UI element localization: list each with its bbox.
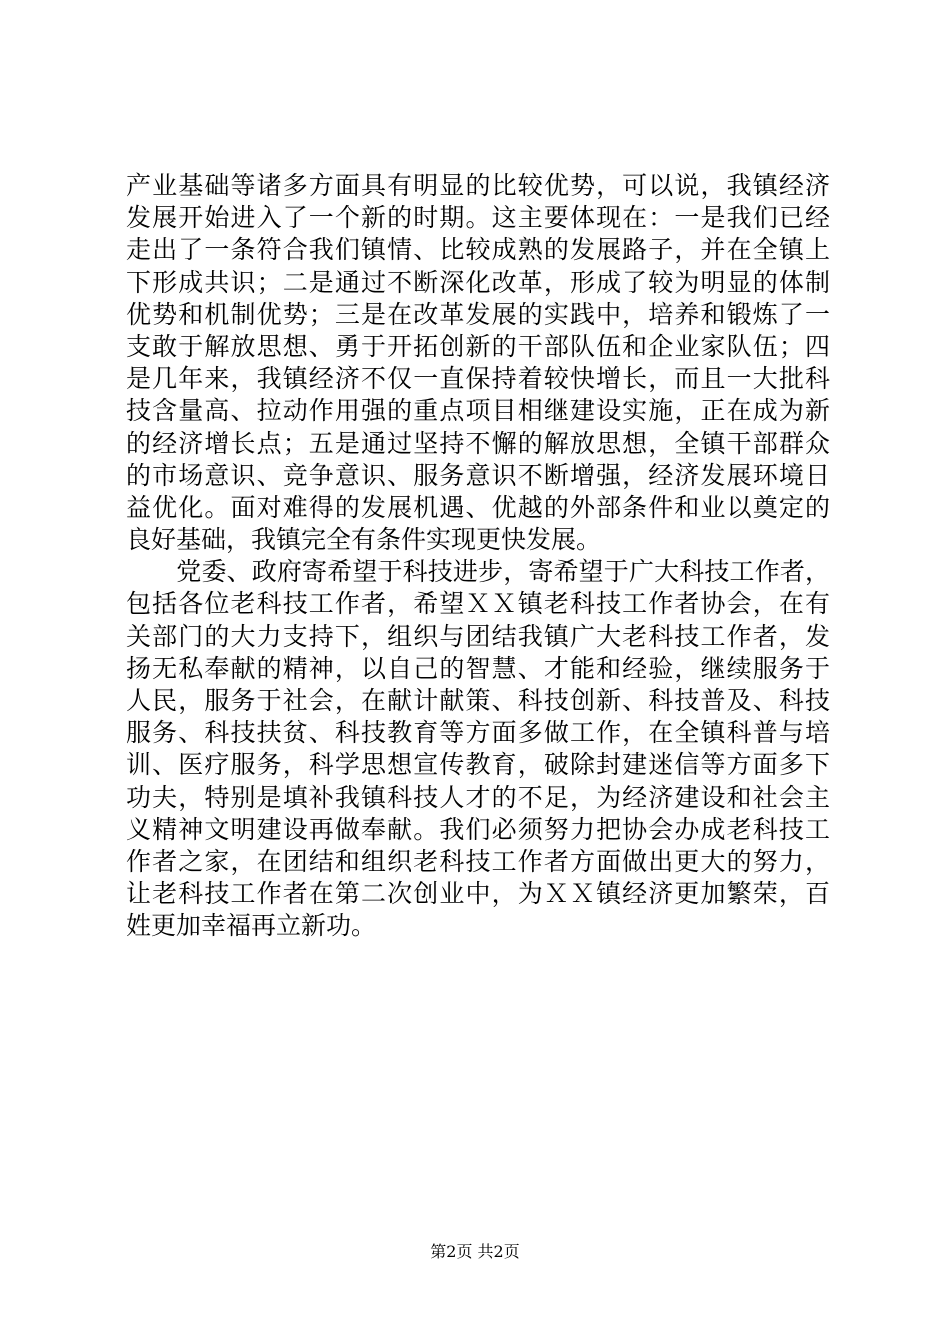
paragraph-line: 下形成共识；二是通过不断深化改革，形成了较为明显的体制 [126, 267, 830, 297]
paragraph-line: 良好基础，我镇完全有条件实现更快发展。 [126, 525, 602, 555]
paragraph-line: 功夫，特别是填补我镇科技人才的不足，为经济建设和社会主 [126, 782, 830, 812]
paragraph-line: 党委、政府寄希望于科技进步，寄希望于广大科技工作者， [126, 557, 830, 587]
paragraph-line: 训、医疗服务，科学思想宣传教育，破除封建迷信等方面多下 [126, 750, 830, 780]
paragraph-line: 服务、科技扶贫、科技教育等方面多做工作，在全镇科普与培 [126, 718, 830, 748]
paragraph-line: 的市场意识、竞争意识、服务意识不断增强，经济发展环境日 [126, 460, 830, 490]
paragraph-line: 走出了一条符合我们镇情、比较成熟的发展路子，并在全镇上 [126, 235, 830, 265]
paragraph-line: 姓更加幸福再立新功。 [126, 911, 377, 941]
paragraph-line: 的经济增长点；五是通过坚持不懈的解放思想，全镇干部群众 [126, 428, 830, 458]
paragraph-line: 支敢于解放思想、勇于开拓创新的干部队伍和企业家队伍；四 [126, 331, 830, 361]
paragraph-line: 产业基础等诸多方面具有明显的比较优势，可以说，我镇经济 [126, 171, 830, 200]
paragraph-line: 让老科技工作者在第二次创业中，为ＸＸ镇经济更加繁荣，百 [126, 879, 830, 909]
paragraph-line: 益优化。面对难得的发展机遇、优越的外部条件和业以奠定的 [126, 492, 830, 522]
paragraph-line: 人民，服务于社会，在献计献策、科技创新、科技普及、科技 [126, 686, 830, 715]
paragraph-line: 作者之家，在团结和组织老科技工作者方面做出更大的努力， [126, 846, 830, 876]
paragraph-line: 技含量高、拉动作用强的重点项目相继建设实施，正在成为新 [126, 396, 830, 426]
paragraph-line: 扬无私奉献的精神，以自己的智慧、才能和经验，继续服务于 [126, 653, 830, 683]
paragraph-line: 关部门的大力支持下，组织与团结我镇广大老科技工作者，发 [126, 621, 830, 651]
document-body [126, 170, 830, 943]
paragraph-line: 义精神文明建设再做奉献。我们必须努力把协会办成老科技工 [126, 814, 830, 844]
paragraph-line: 优势和机制优势；三是在改革发展的实践中，培养和锻炼了一 [126, 299, 830, 329]
paragraph-line: 发展开始进入了一个新的时期。这主要体现在：一是我们已经 [126, 203, 830, 233]
paragraph-line: 是几年来，我镇经济不仅一直保持着较快增长，而且一大批科 [126, 364, 830, 394]
page-number-footer: 第2页 共2页 [430, 1242, 520, 1261]
paragraph-line: 包括各位老科技工作者，希望ＸＸ镇老科技工作者协会，在有 [126, 589, 830, 619]
